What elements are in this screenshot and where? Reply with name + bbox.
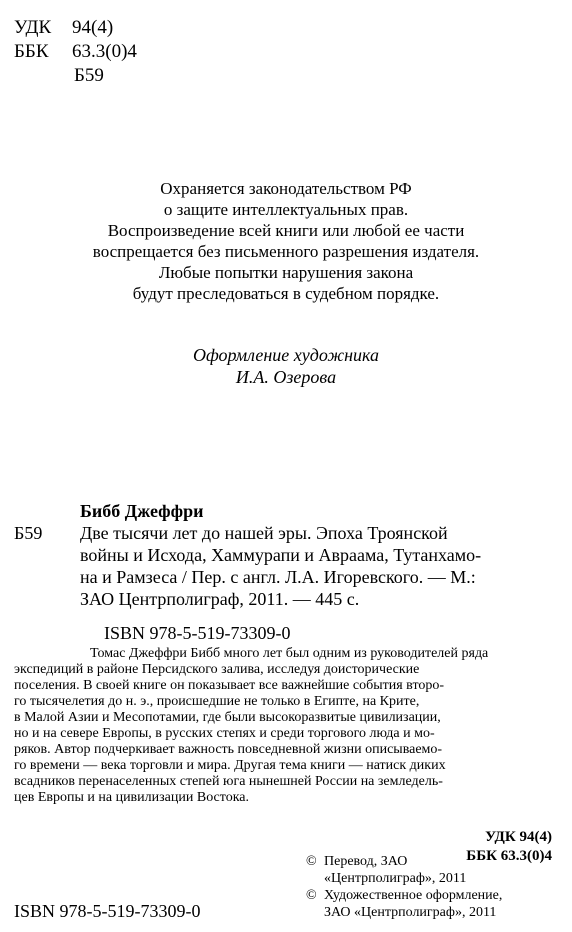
bbk-code-right: ББК 63.3(0)4 bbox=[466, 848, 552, 864]
annotation-line: поселения. В своей книге он показывает все важнейшие события второ- bbox=[14, 678, 445, 693]
bibliographic-line bbox=[14, 522, 554, 544]
copyright-symbol: © bbox=[306, 888, 317, 903]
book-author: Бибб Джеффри bbox=[80, 501, 204, 521]
annotation-line: всадников перенаселенных степей юга нынешней России на земледель- bbox=[14, 774, 443, 789]
legal-notice-line: Охраняется законодательством РФ bbox=[160, 179, 412, 198]
copyright-text: Художественное оформление, bbox=[324, 888, 503, 903]
legal-notice-line: Любые попытки нарушения закона bbox=[158, 263, 414, 282]
annotation-line: го тысячелетия до н. э., происшедшие не только в Египте, на Крите, bbox=[14, 694, 420, 709]
copyright-line: ЗАО «Центрполиграф», 2011 bbox=[324, 905, 497, 920]
bbk-value: 63.3(0)4 bbox=[72, 41, 137, 62]
bibliographic-code: Б59 bbox=[14, 523, 43, 543]
copyright-block bbox=[306, 853, 502, 921]
bibliographic-line: на и Рамзеса / Пер. с англ. Л.А. Игоревского. — М.: bbox=[80, 567, 476, 587]
annotation-line: экспедиций в районе Персидского залива, исследуя доисторические bbox=[14, 662, 420, 677]
annotation bbox=[14, 646, 554, 806]
annotation-line: го времени — века торговли и мира. Другая тема книги — натиск диких bbox=[14, 758, 446, 773]
design-credit-artist: И.А. Озерова bbox=[235, 367, 337, 387]
bibliographic-line: ЗАО Центрполиграф, 2011. — 445 с. bbox=[80, 589, 360, 609]
legal-notice-line: будут преследоваться в судебном порядке. bbox=[132, 284, 440, 303]
annotation-line: Томас Джеффри Бибб много лет был одним из руководителей ряда bbox=[90, 646, 489, 661]
copyright-line bbox=[306, 887, 502, 904]
bibliographic-record bbox=[14, 500, 554, 644]
annotation-line: цев Европы и на цивилизации Востока. bbox=[14, 790, 249, 805]
author-code: Б59 bbox=[74, 65, 104, 86]
classification-codes bbox=[14, 16, 137, 88]
copyright-line bbox=[306, 853, 502, 870]
udk-value: 94(4) bbox=[72, 17, 114, 38]
copyright-text: Перевод, ЗАО bbox=[324, 854, 408, 869]
isbn-bottom: ISBN 978-5-519-73309-0 bbox=[14, 901, 201, 921]
legal-notice-line: воспрещается без письменного разрешения издателя. bbox=[92, 242, 480, 261]
bibliographic-text: Две тысячи лет до нашей эры. Эпоха Троянской bbox=[80, 523, 448, 543]
udk-row bbox=[14, 16, 137, 40]
copyright-symbol: © bbox=[306, 854, 317, 869]
copyright-line: «Центрполиграф», 2011 bbox=[324, 871, 467, 886]
legal-notice-line: о защите интеллектуальных прав. bbox=[163, 200, 409, 219]
legal-notice-line: Воспроизведение всей книги или любой ее части bbox=[107, 221, 465, 240]
annotation-line: но и на севере Европы, в русских степях и среди торгового люда и мо- bbox=[14, 726, 435, 741]
bibliographic-line: войны и Исхода, Хаммурапи и Авраама, Тутанхамо- bbox=[80, 545, 482, 565]
bibliographic-isbn: ISBN 978-5-519-73309-0 bbox=[104, 623, 291, 643]
annotation-line: ряков. Автор подчеркивает важность повседневной жизни описываемо- bbox=[14, 742, 443, 757]
bbk-row bbox=[14, 40, 137, 64]
udk-code-right: УДК 94(4) bbox=[485, 829, 552, 845]
design-credit-title: Оформление художника bbox=[192, 345, 380, 365]
legal-notice bbox=[0, 178, 572, 304]
bbk-label: ББК bbox=[14, 41, 49, 62]
design-credit bbox=[0, 344, 572, 388]
annotation-line: в Малой Азии и Месопотамии, где были высокоразвитые цивилизации, bbox=[14, 710, 441, 725]
udk-label: УДК bbox=[14, 17, 52, 38]
